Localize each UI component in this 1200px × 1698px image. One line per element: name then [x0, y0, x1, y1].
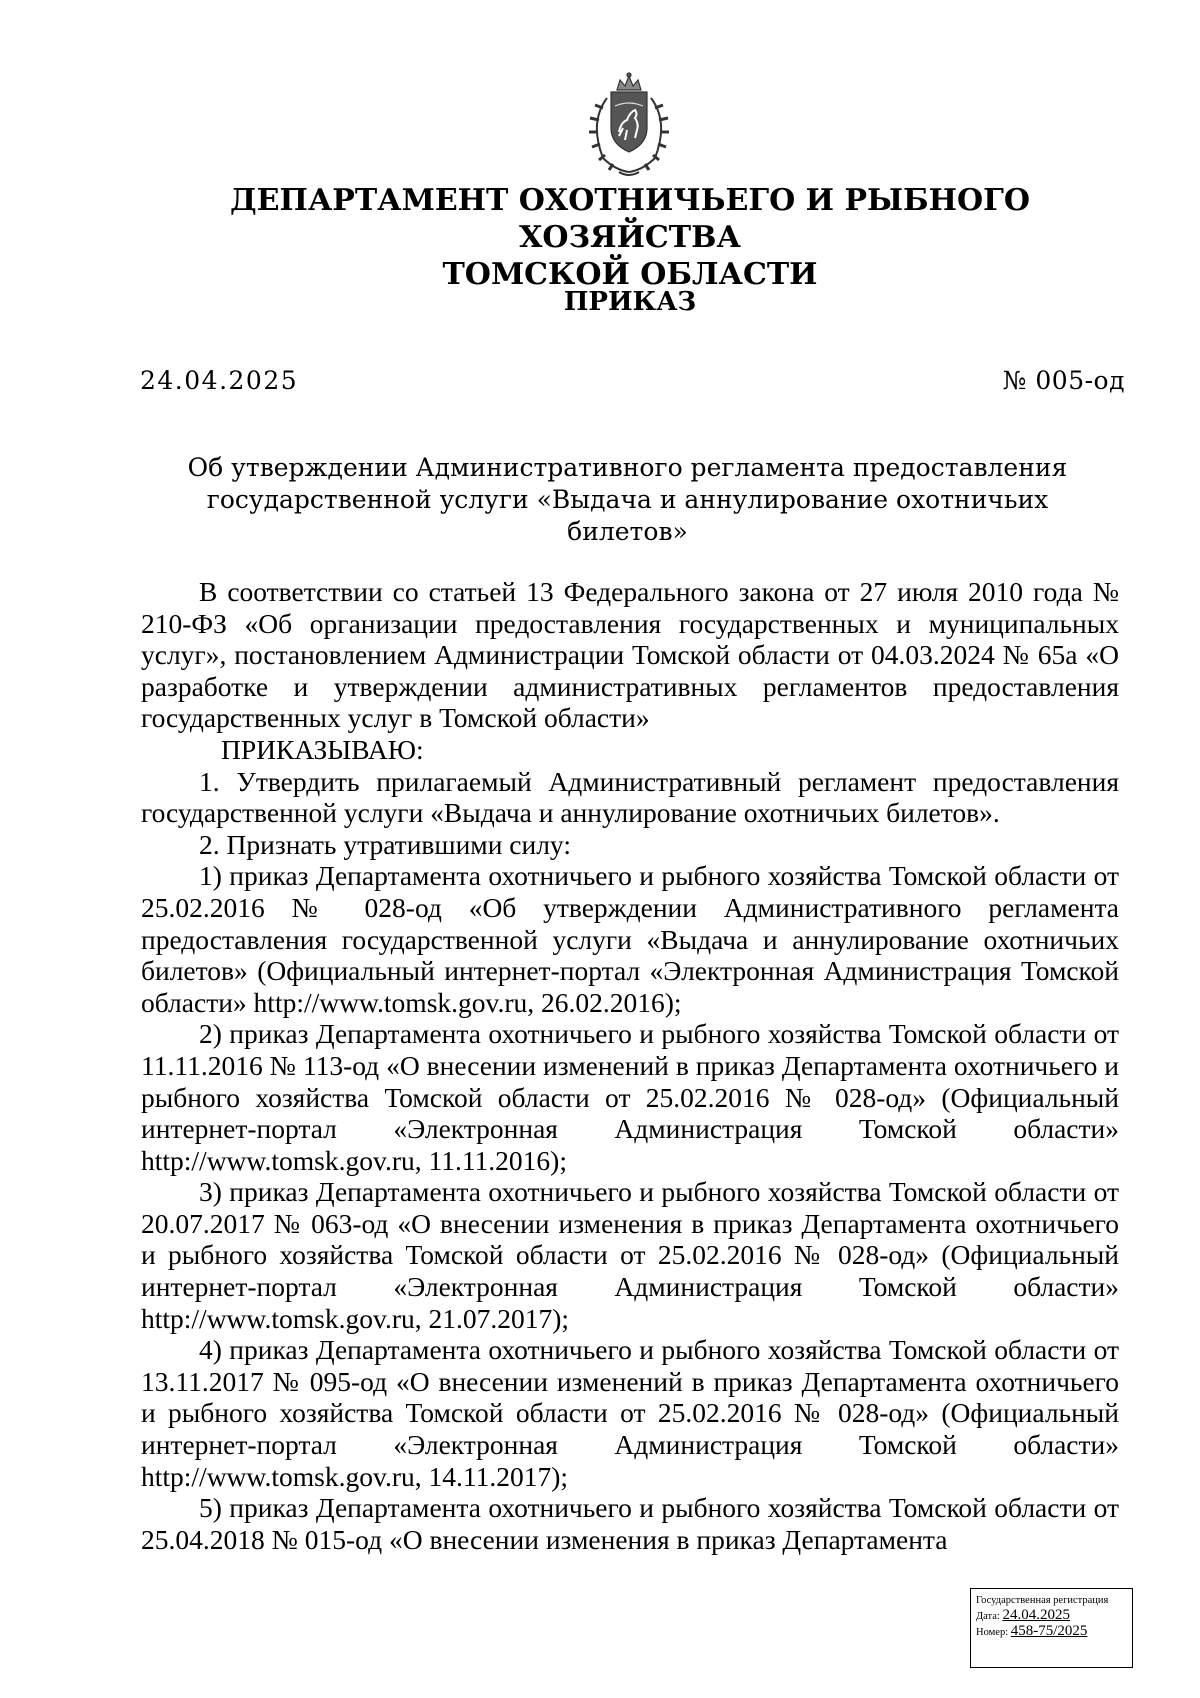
- registration-number-row: [976, 1624, 1127, 1640]
- preamble-paragraph: В соответствии со статьей 13 Федерального закона от 27 июля 2010 года № 210-ФЗ «Об организации предоставления государственных и муниципальных услуг», постановлением Администрации Томской области от 04.03.2024 № 65а «О разработке и утверждении административных регламентов предоставления государственных услуг в Томской области»: [141, 576, 1119, 734]
- repealed-order-3: 3) приказ Департамента охотничьего и рыбного хозяйства Томской области от 20.07.2017 № 063-од «О внесении изменения в приказ Департамента охотничьего и рыбного хозяйства Томской области от 25.02.2016 № 028-од» (Официальный интернет-портал «Электронная Администрация Томской области» http://www.tomsk.gov.ru, 21.07.2017);: [141, 1176, 1119, 1334]
- registration-number-value: 458-75/2025: [1010, 1623, 1088, 1639]
- registration-date-value: 24.04.2025: [1002, 1607, 1070, 1623]
- registration-heading: Государственная регистрация: [976, 1595, 1109, 1606]
- document-date: 24.04.2025: [140, 366, 299, 395]
- tomsk-region-coat-of-arms-icon: [567, 72, 691, 182]
- registration-date-label: Дата:: [976, 1611, 1000, 1622]
- registration-stamp: [970, 1588, 1133, 1668]
- order-word: ПРИКАЗЫВАЮ:: [221, 733, 424, 765]
- subject-line-1: Об утверждении Административного регламента предоставления: [187, 453, 1068, 482]
- repealed-order-2: 2) приказ Департамента охотничьего и рыбного хозяйства Томской области от 11.11.2016 № 113-од «О внесении изменений в приказ Департамента охотничьего и рыбного хозяйства Томской области от 25.02.2016 № 028-од» (Официальный интернет-портал «Электронная Администрация Томской области» http://www.tomsk.gov.ru, 11.11.2016);: [141, 1018, 1119, 1176]
- document-number: № 005-од: [1002, 366, 1125, 395]
- document-type: ПРИКАЗ: [563, 287, 697, 317]
- org-line-1: ДЕПАРТАМЕНТ ОХОТНИЧЬЕГО И РЫБНОГО ХОЗЯЙСТВА: [229, 183, 1031, 255]
- registration-date-row: [976, 1608, 1127, 1624]
- org-line-2: ТОМСКОЙ ОБЛАСТИ: [442, 257, 818, 292]
- document-subject: [145, 452, 1110, 548]
- repealed-order-5: 5) приказ Департамента охотничьего и рыбного хозяйства Томской области от 25.04.2018 № 015-од «О внесении изменения в приказ Департамента: [141, 1492, 1119, 1555]
- subject-line-2: государственной услуги «Выдача и аннулирование охотничьих билетов»: [206, 485, 1049, 546]
- organization-name: [120, 182, 1140, 293]
- repealed-order-4: 4) приказ Департамента охотничьего и рыбного хозяйства Томской области от 13.11.2017 № 095-од «О внесении изменений в приказ Департамента охотничьего и рыбного хозяйства Томской области от 25.02.2016 № 028-од» (Официальный интернет-портал «Электронная Администрация Томской области» http://www.tomsk.gov.ru, 14.11.2017);: [141, 1334, 1119, 1492]
- order-item-2: 2. Признать утратившими силу:: [199, 828, 571, 860]
- repealed-order-1: 1) приказ Департамента охотничьего и рыбного хозяйства Томской области от 25.02.2016 № 028-од «Об утверждении Административного регламента предоставления государственной услуги «Выдача и аннулирование охотничьих билетов» (Официальный интернет-портал «Электронная Администрация Томской области» http://www.tomsk.gov.ru, 26.02.2016);: [141, 860, 1119, 1018]
- order-item-1: 1. Утвердить прилагаемый Административный регламент предоставления государственной услуги «Выдача и аннулирование охотничьих билетов».: [141, 765, 1119, 829]
- document-body: [141, 576, 1119, 1555]
- registration-number-label: Номер:: [976, 1627, 1009, 1638]
